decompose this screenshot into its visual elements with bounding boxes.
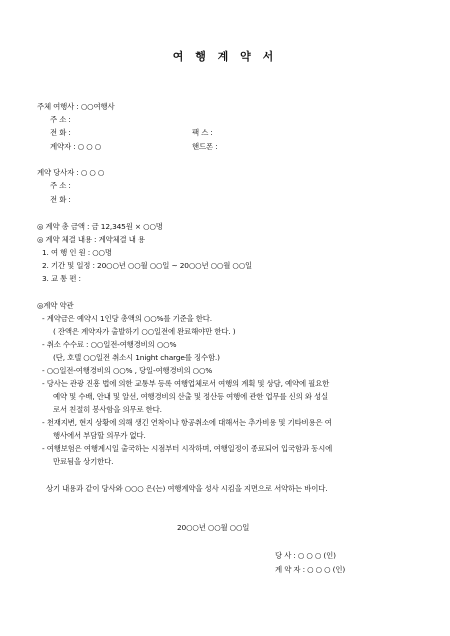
terms-line: (단, 호텔 ○○일전 취소시 1night charge를 징수함.) [53, 353, 220, 362]
terms-line: 행사에서 부담할 의무가 없다. [53, 431, 146, 440]
terms-line: - 당사는 관광 진흥 법에 의한 교통부 등록 여행업체로서 여행의 계획 및 상담, 예약에 필요한 [42, 379, 330, 388]
terms-line: - ○○일전-여행경비의 ○○% , 당일-여행경비의 ○○% [42, 366, 213, 375]
terms-line: - 여행보험은 여행계시일 출국하는 시점부터 시작하며, 여행일정이 종료되어 입국함과 동시에 [42, 444, 333, 453]
terms-line: 예약 및 수배, 안내 및 알선, 여행경비의 산출 및 정산등 여행에 관한 업무를 신의 와 성실 [53, 392, 329, 401]
terms-line: - 천재지변, 현지 상황에 의해 생긴 연착이나 항공취소에 대해서는 추가비용 및 기타비용은 여 [42, 418, 332, 427]
total-amount: ◎ 계약 총 금액 : 금 12,345원 × ○○명 [37, 222, 163, 231]
terms-line: ( 잔액은 계약자가 출발하기 ○○일전에 완료해야만 한다. ) [53, 327, 236, 336]
party-address: 주 소 : [50, 181, 71, 190]
organizer-company: 주체 여행사 : ○○여행사 [37, 102, 115, 111]
signature-company: 당 사 : ○ ○ ○ (인) [275, 551, 336, 560]
party-name: 계약 당사자 : ○ ○ ○ [37, 168, 105, 177]
terms-line: - 계약금은 예약시 1인당 총액의 ○○%를 기준을 한다. [42, 314, 212, 323]
terms-line: 로서 친절히 봉사함을 의무로 한다. [53, 405, 162, 414]
organizer-mobile: 핸드폰 : [192, 142, 218, 151]
contract-content-heading: ◎ 계약 체결 내용 : 계약체결 내 용 [37, 235, 145, 244]
party-phone: 전 화 : [50, 195, 71, 204]
document-title: 여 행 계 약 서 [172, 50, 278, 63]
terms-heading: ◎계약 약관 [37, 301, 74, 310]
contract-date: 20○○년 ○○월 ○○일 [177, 523, 250, 532]
content-item-transport: 3. 교 통 편 : [42, 274, 81, 283]
closing-statement: 상기 내용과 같이 당사와 ○○○ 은(는) 여행계약을 성사 시킴을 지면으로 서약하는 바이다. [46, 484, 328, 493]
organizer-contractor: 계약자 : ○ ○ ○ [50, 142, 102, 151]
organizer-address: 주 소 : [50, 115, 71, 124]
content-item-travelers: 1. 여 행 인 원 : ○○명 [42, 248, 112, 257]
signature-contractor: 계 약 자 : ○ ○ ○ (인) [275, 565, 346, 574]
organizer-phone: 전 화 : [50, 128, 71, 137]
organizer-fax: 팩 스 : [192, 128, 213, 137]
terms-line: 만료됨을 상기한다. [53, 457, 114, 466]
terms-line: - 취소 수수료 : ○○일전-여행경비의 ○○% [42, 340, 177, 349]
content-item-schedule: 2. 기간 및 일정 : 20○○년 ○○월 ○○일 ~ 20○○년 ○○월 ○○일 [42, 261, 253, 270]
